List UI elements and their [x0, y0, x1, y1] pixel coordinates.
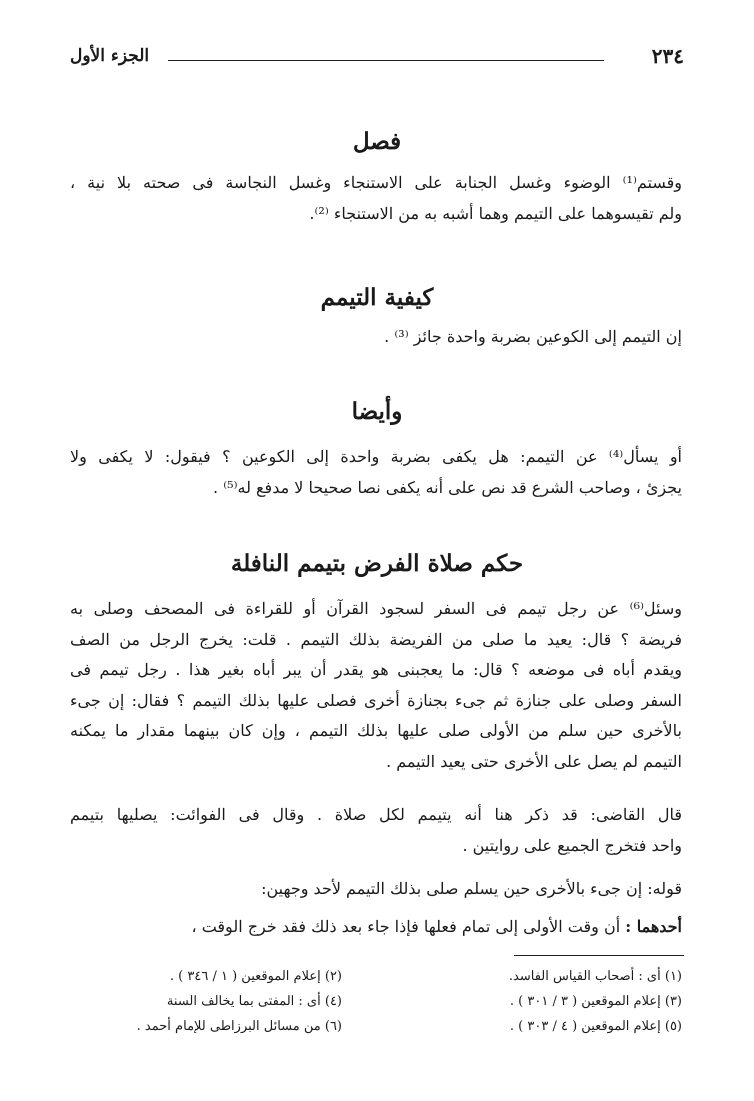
- section4-paragraph-4: [70, 912, 682, 943]
- section4-paragraph-1: [70, 594, 682, 777]
- text-line: وسئل⁽⁶⁾ عن رجل تيمم فى السفر لسجود القرآن أو للقراءة فى المصحف وصلى به: [70, 599, 683, 618]
- section-heading-wa-aydan: وأيضا: [351, 398, 403, 425]
- footnote-1: (١) أى : أصحاب القياس الفاسد.: [508, 969, 682, 984]
- footnote-column-left: [42, 964, 342, 1039]
- footnote-2: (٢) إعلام الموقعين ( ١ / ٣٤٦ ) .: [169, 969, 342, 984]
- footnote-5: (٥) إعلام الموقعين ( ٤ / ٣٠٣ ) .: [509, 1019, 682, 1034]
- text-line: أو يسأل⁽⁴⁾ عن التيمم: هل يكفى بضربة واحدة إلى الكوعين ؟ فيقول: لا يكفى ولا: [70, 447, 683, 466]
- page-number: ٢٣٤: [651, 44, 684, 68]
- section1-paragraph: [70, 168, 682, 229]
- section4-paragraph-2: [70, 800, 682, 861]
- footnote-6: (٦) من مسائل البرزاطى للإمام أحمد .: [136, 1019, 342, 1034]
- text-line: قوله: إن جىء بالأخرى حين يسلم صلى بذلك التيمم لأحد وجهين:: [261, 879, 682, 898]
- text-line: ويقدم أباه فى موضعه ؟ قال: ما يعجبنى هو يقدر أن يبر أباه بغير هذا . رجل تيمم فى: [70, 660, 682, 679]
- section-heading-tayammum: كيفية التيمم: [320, 284, 434, 311]
- text-line: السفر وصلى على جنازة ثم جىء بجنازة أخرى فصلى عليها بذلك التيمم ؟ فقال: إن جىء: [70, 690, 682, 710]
- section3-paragraph: [70, 442, 682, 503]
- footnote-rule: [514, 955, 684, 956]
- bold-lead: أحدهما :: [625, 917, 682, 936]
- section4-paragraph-3: [70, 874, 682, 905]
- footnote-column-right: [382, 964, 682, 1039]
- text-line: إن التيمم إلى الكوعين بضربة واحدة جائز ⁽³⁾ .: [384, 327, 682, 346]
- text-line: التيمم لم يصل على الأخرى حتى يعيد التيمم .: [386, 751, 682, 771]
- text-line: [70, 912, 682, 943]
- section2-paragraph: [70, 322, 682, 353]
- part-title: الجزء الأول: [70, 46, 150, 66]
- header-rule: [168, 60, 604, 61]
- text-run: أن وقت الأولى إلى تمام فعلها فإذا جاء بعد ذلك فقد خرج الوقت ،: [191, 917, 626, 936]
- section-heading-fard-prayer: حكم صلاة الفرض بتيمم النافلة: [230, 550, 524, 577]
- text-line: بالأخرى حين سلم من الأولى صلى عليها بذلك التيمم ، وإن كان بينهما مقدار ما يمكنه: [70, 721, 683, 740]
- section-heading-fasl: فصل: [352, 128, 402, 155]
- running-header: [70, 44, 684, 74]
- text-line: وقستم⁽¹⁾ الوضوء وغسل الجنابة على الاستنجاء وغسل النجاسة فى صحته بلا نية ،: [70, 173, 682, 192]
- text-line: واحد فتخرج الجميع على روايتين .: [462, 835, 682, 855]
- text-line: يجزئ ، وصاحب الشرع قد نص على أنه يكفى نصا صحيحا لا مدفع له⁽⁵⁾ .: [213, 477, 682, 497]
- footnote-4: (٤) أى : المفتى بما يخالف السنة: [166, 994, 342, 1009]
- text-line: فريضة ؟ قال: يعيد ما صلى من الفريضة بذلك التيمم . قلت: يخرج الرجل من الصف: [70, 629, 682, 649]
- footnote-3: (٣) إعلام الموقعين ( ٣ / ٣٠١ ) .: [509, 994, 682, 1009]
- text-line: ولم تقيسوهما على التيمم وهما أشبه به من الاستنجاء ⁽²⁾.: [309, 203, 682, 223]
- text-line: قال القاضى: قد ذكر هنا أنه يتيمم لكل صلاة . وقال فى الفوائت: يصليها بتيمم: [70, 805, 683, 824]
